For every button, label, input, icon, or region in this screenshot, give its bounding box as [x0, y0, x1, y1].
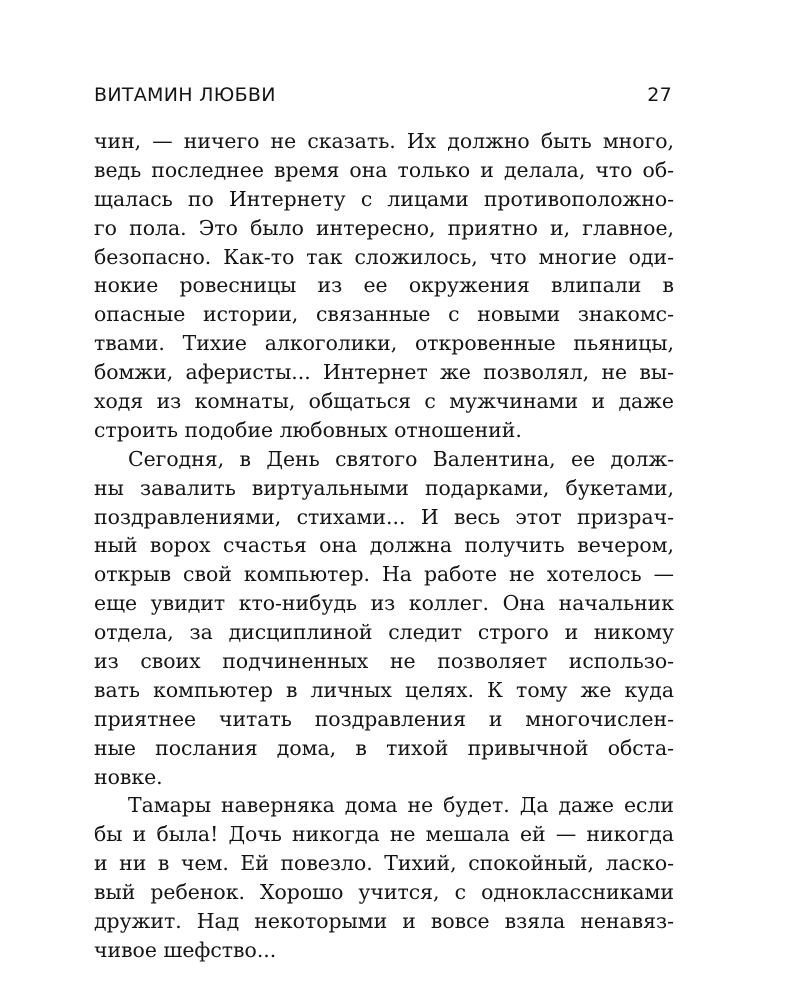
text-line: ный ворох счастья она должна получить вечером, — [94, 533, 674, 558]
text-line: вать компьютер в личных целях. К тому же куда — [94, 677, 674, 702]
text-line: отдела, за дисциплиной следит строго и никому — [94, 620, 674, 645]
text-line: строить подобие любовных отношений. — [94, 417, 522, 442]
text-line: ведь последнее время она только и делала, что об- — [94, 157, 674, 182]
body-text — [94, 127, 674, 965]
text-line: безопасно. Как-то так сложилось, что многие оди- — [94, 244, 674, 269]
text-line: чивое шефство... — [94, 937, 277, 962]
text-line: твами. Тихие алкоголики, откровенные пьяницы, — [94, 331, 674, 356]
text-line: и ни в чем. Ей повезло. Тихий, спокойный, ласко- — [94, 851, 674, 876]
text-line: ные послания дома, в тихой привычной обста- — [94, 735, 674, 760]
text-line: еще увидит кто-нибудь из коллег. Она начальник — [94, 591, 674, 616]
text-line: Сегодня, в День святого Валентина, ее долж- — [128, 446, 674, 471]
text-line: чин, — ничего не сказать. Их должно быть много, — [94, 129, 674, 153]
page-number: 27 — [647, 84, 672, 106]
text-line: бы и была! Дочь никогда не мешала ей — никогда — [94, 822, 674, 847]
text-line: новке. — [94, 764, 163, 789]
text-line: ходя из комнаты, общаться с мужчинами и даже — [94, 389, 674, 414]
text-line: вый ребенок. Хорошо учится, с одноклассниками — [94, 880, 674, 905]
text-line: открыв свой компьютер. На работе не хотелось — — [94, 562, 674, 587]
text-line: го пола. Это было интересно, приятно и, главное, — [94, 215, 674, 240]
text-line: щалась по Интернету с лицами противоположно- — [94, 186, 674, 211]
running-header — [94, 84, 672, 112]
text-line: поздравлениями, стихами... И весь этот призрач- — [94, 504, 674, 529]
text-line: бомжи, аферисты... Интернет же позволял, не вы- — [94, 360, 674, 385]
text-line: приятнее читать поздравления и многочислен- — [94, 706, 674, 731]
text-line: нокие ровесницы из ее окружения влипали в — [94, 273, 674, 298]
text-line: ны завалить виртуальными подарками, букетами, — [94, 475, 674, 500]
text-line: Тамары наверняка дома не будет. Да даже если — [128, 793, 674, 818]
text-line: опасные истории, связанные с новыми знакомс- — [94, 302, 674, 327]
text-line: дружит. Над некоторыми и вовсе взяла ненавяз- — [94, 909, 674, 934]
running-title: ВИТАМИН ЛЮБВИ — [94, 84, 276, 106]
text-line: из своих подчиненных не позволяет использо- — [94, 649, 674, 674]
